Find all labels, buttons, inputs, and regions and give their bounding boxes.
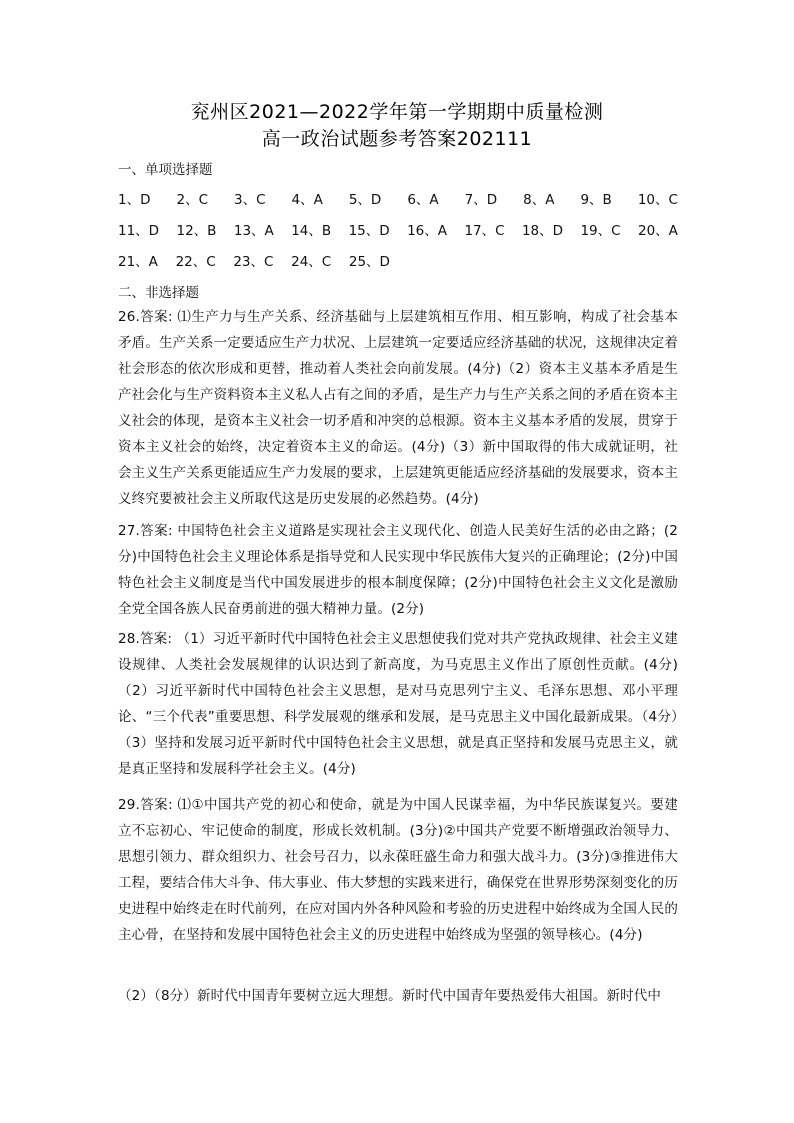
answer-row-2 [118,219,678,239]
answer-item: 16、A [407,223,448,239]
answer-item: 11、D [118,223,160,239]
section-heading-choice: 一、单项选择题 [118,162,213,178]
answer-item: 23、C [233,254,274,270]
answer-item: 13、A [233,223,274,239]
answer-row-1 [118,188,678,208]
answer-paragraph-29: 29.答案: ⑴①中国共产党的初心和使命，就是为中国人民谋幸福，为中华民族谋复兴。要建立不忘初心、牢记使命的制度，形成长效机制。(3分)②中国共产党要不断增强政治领导力、思想引领力、群众组织力、社会号召力，以永葆旺盛生命力和强大战斗力。(3分)③推进伟大工程，要结合伟大斗争、伟大事业、伟大梦想的实践来进行，确保党在世界形势深刻变化的历史进程中始终走在时代前列，在应对国内外各种风险和考验的历史进程中始终成为全国人民的主心骨，在坚持和发展中国特色社会主义的历史进程中始终成为坚强的领导核心。(4分) [118,797,678,943]
answer-item: 19、C [580,223,621,239]
answer-item: 24、C [291,254,332,270]
answer-item: 22、C [175,254,216,270]
answer-item: 5、D [348,192,382,208]
answer-item: 25、D [348,254,390,270]
answer-item: 8、A [523,192,555,208]
answer-item: 9、B [580,192,612,208]
answer-item: 1、D [118,192,151,208]
section-heading-nonchoice: 二、非选择题 [118,285,199,301]
answer-item: 7、D [464,192,498,208]
answer-item: 15、D [348,223,390,239]
answer-item: 14、B [291,223,332,239]
answer-paragraph-28: 28.答案: （1）习近平新时代中国特色社会主义思想使我们党对共产党执政规律、社会主义建设规律、人类社会发展规律的认识达到了新高度，为马克思主义作出了原创性贡献。(4分)（2）习近平新时代中国特色社会主义思想，是对马克思列宁主义、毛泽东思想、邓小平理论、“三个代表”重要思想、科学发展观的继承和发展，是马克思主义中国化最新成果。（4分）（3）坚持和发展习近平新时代中国特色社会主义思想，就是真正坚持和发展马克思主义，就是真正坚持和发展科学社会主义。(4分) [118,631,678,777]
answer-item: 6、A [407,192,439,208]
document-title-line1: 兖州区2021—2022学年第一学期期中质量检测 [190,101,604,123]
answer-item: 3、C [234,192,266,208]
answer-paragraph-29-part2: （2）（8分）新时代中国青年要树立远大理想。新时代中国青年要热爱伟大祖国。新时代中 [118,988,662,1004]
answer-item: 12、B [176,223,217,239]
answer-item: 10、C [637,192,678,208]
answer-item: 4、A [291,192,323,208]
answer-paragraph-27: 27.答案: 中国特色社会主义道路是实现社会主义现代化、创造人民美好生活的必由之路；(2分)中国特色社会主义理论体系是指导党和人民实现中华民族伟大复兴的正确理论；(2分)中国特色社会主义制度是当代中国发展进步的根本制度保障；(2分)中国特色社会主义文化是激励全党全国各族人民奋勇前进的强大精神力量。(2分) [118,523,678,617]
answer-item: 21、A [118,254,158,270]
answer-item: 2、C [176,192,208,208]
answer-item: 18、D [521,223,564,239]
answer-row-3 [118,250,390,270]
answer-item: 20、A [638,223,678,239]
answer-item: 17、C [464,223,505,239]
document-title-line2: 高一政治试题参考答案202111 [261,128,533,150]
answer-paragraph-26: 26.答案: ⑴生产力与生产关系、经济基础与上层建筑相互作用、相互影响，构成了社会基本矛盾。生产关系一定要适应生产力状况、上层建筑一定要适应经济基础的状况，这规律决定着社会形态的依次形成和更替，推动着人类社会向前发展。(4分)（2）资本主义基本矛盾是生产社会化与生产资料资本主义私人占有之间的矛盾，是生产力与生产关系之间的矛盾在资本主义社会的体现，是资本主义社会一切矛盾和冲突的总根源。资本主义基本矛盾的发展，贯穿于资本主义社会的始终，决定着资本主义的命运。(4分)（3）新中国取得的伟大成就证明，社会主义生产关系更能适应生产力发展的要求，上层建筑更能适应经济基础的发展要求，资本主义终究要被社会主义所取代这是历史发展的必然趋势。(4分) [118,309,678,507]
